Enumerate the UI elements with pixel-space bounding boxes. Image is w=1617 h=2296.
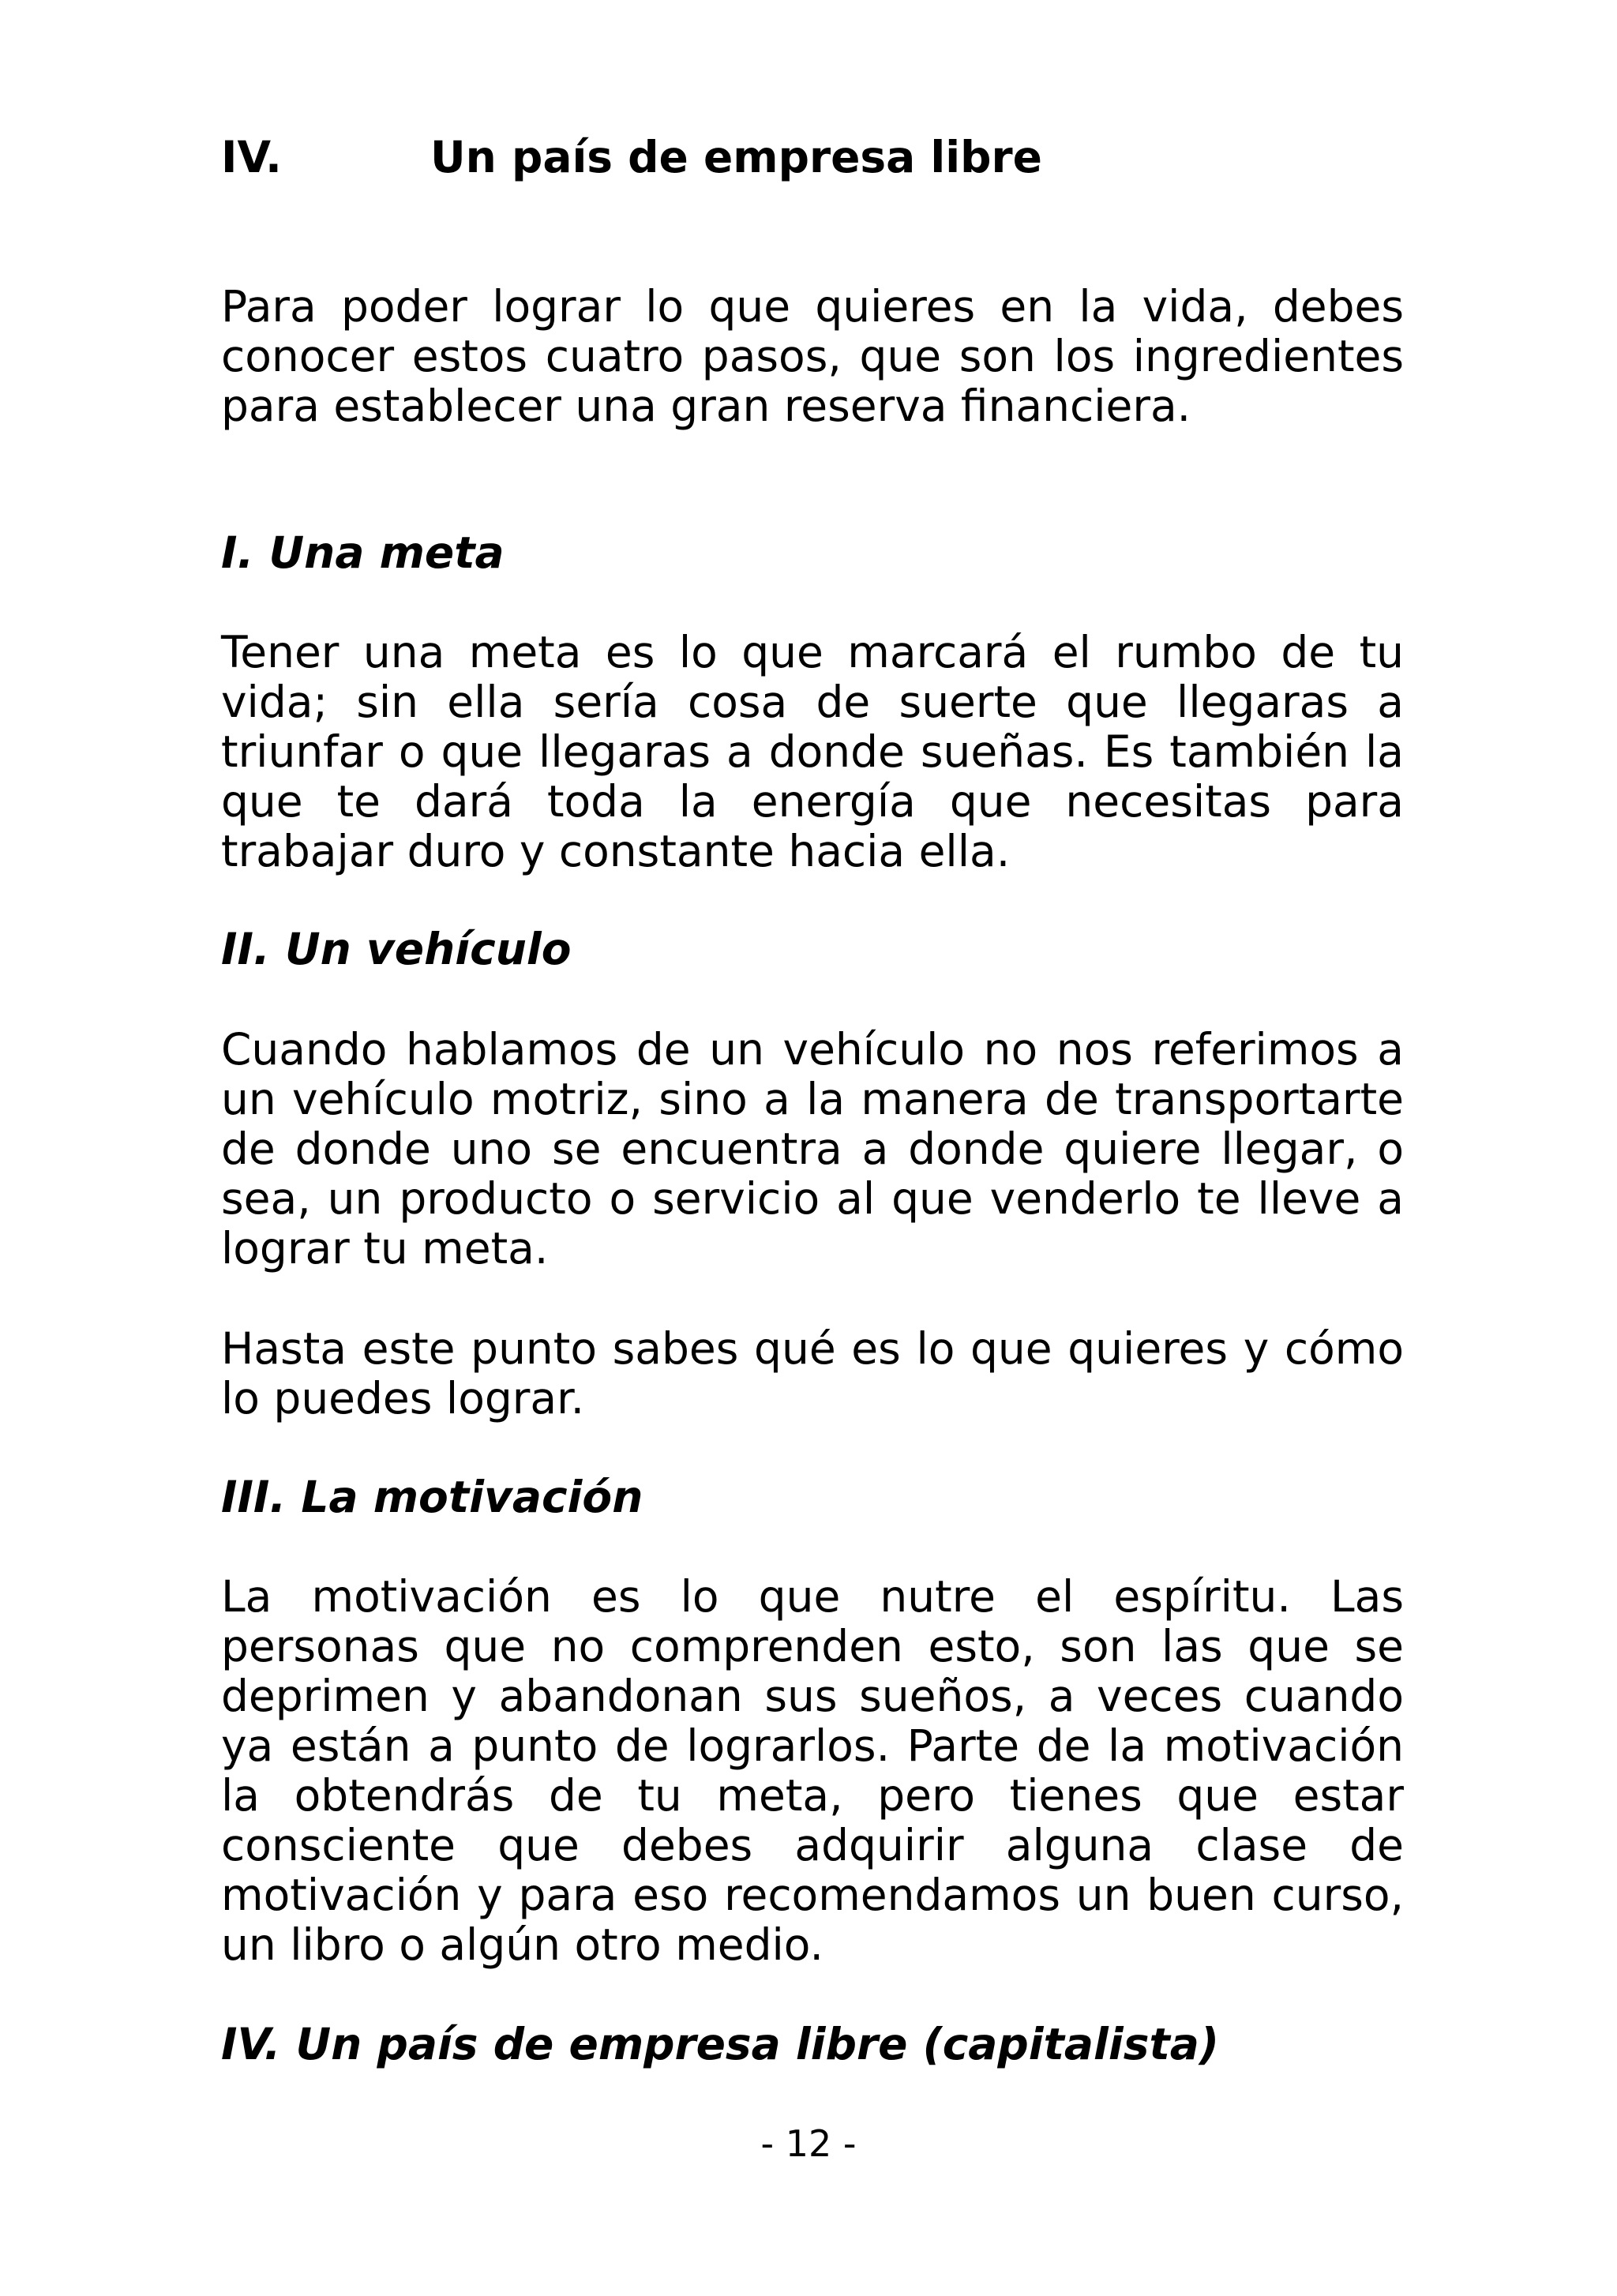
section-heading-motivacion: III. La motivación: [221, 1472, 643, 1522]
section-vehiculo-paragraph-1: Cuando hablamos de un vehículo no nos referimos a un vehículo motriz, sino a la manera de transportarte de donde uno se encuentra a donde quiere llegar, o sea, un producto o servicio al que venderlo te lleve a lograr tu meta.: [221, 1024, 1404, 1274]
section-heading-meta: I. Una meta: [221, 527, 505, 578]
chapter-title: [221, 126, 1404, 188]
section-meta-paragraph: Tener una meta es lo que marcará el rumbo de tu vida; sin ella sería cosa de suerte que llegaras a triunfar o que llegaras a donde sueñas. Es también la que te dará toda la energía que necesitas para trabajar duro y constante hacia ella.: [221, 627, 1404, 876]
chapter-title-text: Un país de empresa libre: [430, 132, 1042, 182]
page-number: - 12 -: [760, 2122, 857, 2165]
section-heading-pais: IV. Un país de empresa libre (capitalista): [221, 2019, 1220, 2069]
section-vehiculo-paragraph-2: Hasta este punto sabes qué es lo que quieres y cómo lo puedes lograr.: [221, 1323, 1404, 1424]
section-motivacion-paragraph: La motivación es lo que nutre el espíritu. Las personas que no comprenden esto, son las que se deprimen y abandonan sus sueños, a veces cuando ya están a punto de lograrlos. Parte de la motivación la obtendrás de tu meta, pero tienes que estar consciente que debes adquirir alguna clase de motivación y para eso recomendamos un buen curso, un libro o algún otro medio.: [221, 1571, 1404, 1970]
section-heading-vehiculo: II. Un vehículo: [221, 924, 572, 974]
chapter-number: IV.: [221, 132, 282, 182]
intro-paragraph: Para poder lograr lo que quieres en la vida, debes conocer estos cuatro pasos, que son los ingredientes para establecer una gran reserva financiera.: [221, 281, 1404, 431]
